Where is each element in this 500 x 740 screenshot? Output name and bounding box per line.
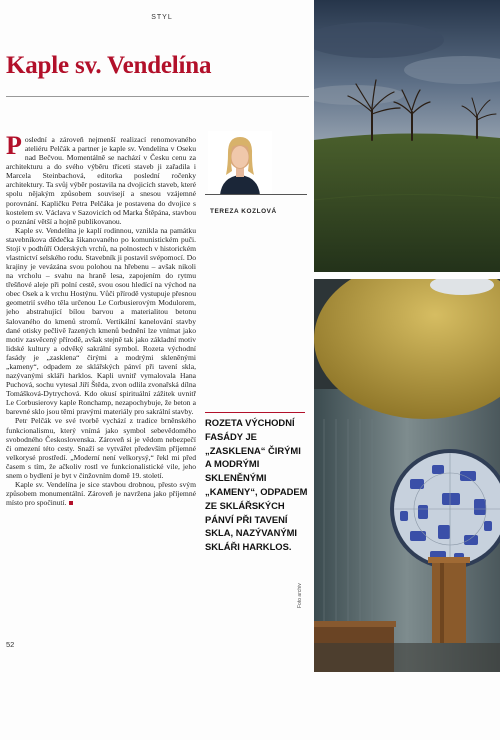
article-body: [6, 135, 196, 640]
author-portrait-photo: [208, 131, 272, 195]
body-paragraph: Kaple sv. Vendelína je kaplí rodinnou, vznikla na památku stavebníkova dědečka šikanovaného po komunistickém puči. Stojí v podhůří Oderských vrchů, na polnostech v historickém vlastnictví selského rodu. Stavebník ji postavil svépomocí. Do krajiny je vevázána svou polohou na hřebenu – avšak nikoli na vrcholu – svahu na hraně lesa, zapojením do rytmu třešňové aleje při polní cestě, svou osou hledící na východ na obec Osek a k vrchu Hostýnu. Vůči přírodě vystupuje přesnou geometrií svého těla určenou Le Corbusierovým Modulorem, jeho abstrahující bílou barvou a materialitou betonu šalovaného do kmenů stromů. Vertikální kanelování stavby dané otisky pečlivě řazených kmenů bednění lze vnímat jako motiv zasvěcený přírodě, avšak stejně tak jako základní motiv lidské kultury a odvěký sakrální symbol. Rozeta východní fasády je „zasklena“ čirými a modrými skleněnými „kameny“, odpadem ze sklářských pánví při tavení skla, nazývanými skláři harklos. Kapli uvnitř vymalovala Hana Puchová, sochu vytesal Jiří Štěda, zvon odlila zvonařská dílna Tomášková-Dytrychová. Kdo okusí spirituální zážitek uvnitř Le Corbusierovy kaple Ronchamp, nezapochybuje, že beton a barevné sklo jsou těmi pravými materiály pro sakrální stavby.: [6, 225, 196, 417]
photo-credit: Foto archiv: [297, 583, 303, 608]
author-rule: [205, 194, 307, 195]
body-paragraph: [6, 135, 196, 226]
dropcap: P: [6, 135, 22, 160]
pull-quote-rule: [205, 412, 305, 413]
article-title: Kaple sv. Vendelína: [6, 52, 212, 79]
body-paragraph: [6, 480, 196, 507]
end-mark: [69, 501, 73, 505]
trees-on-hill-photo: [314, 0, 500, 272]
body-paragraph: Petr Pelčák ve své tvorbě vychází z tradice brněnského funkcionalismu, který vnímá jako symbol sebevědomého svobodného Československa. Zároveň si je vědom nebezpečí či omezení této cesty. Snaží se vytvářet především příjemné velkorysé prostředí. „Moderní není velkorysý,“ řekl mi před časem s tím, že ačkoliv rostl ve funkcionalistické vile, jeho snem o bydlení je byt v činžovním domě 19. století.: [6, 416, 196, 480]
page-number: 52: [6, 640, 15, 649]
title-rule: [6, 96, 309, 97]
paragraph-text: Kaple sv. Vendelína je sice stavbou drobnou, přesto svým způsobem monumentální. Zároveň je navržena jako příjemné místo pro spočinutí.: [6, 479, 196, 508]
section-label: STYL: [151, 14, 173, 21]
chapel-interior-rose-window-photo: [314, 279, 500, 672]
paragraph-text: oslední a zároveň nejmenší realizací renomovaného ateliéru Pelčák a partner je kaple sv. Vendelína v Oseku nad Bečvou. Momentálně se nachází v Česku cenu za architekturu a do svého výběru třiceti staveb ji zařadila i Marcela Steinbachová, editorka poslední ročenky architektury. Ta svůj výběr postavila na dvojicích staveb, které spolu nějakým způsobem souvisejí a snesou vzájemné porovnání. Kapličku Petra Pelčáka je postavena do dvojice s kostelem sv. Václava v Sazovicích od Marka Štěpána, stavbou o poznání větší a hojně publikovanou.: [6, 135, 196, 226]
author-name: TEREZA KOZLOVÁ: [210, 208, 277, 215]
pull-quote: ROZETA VÝCHODNÍ FASÁDY JE „ZASKLENA“ ČIRÝMI A MODRÝMI SKLENĚNÝMI „KAMENY“, ODPADEM ZE SKLÁŘSKÝCH PÁNVÍ PŘI TAVENÍ SKLA, NAZÝVANÝMI SKLÁŘI HARKLOS.: [205, 417, 308, 553]
